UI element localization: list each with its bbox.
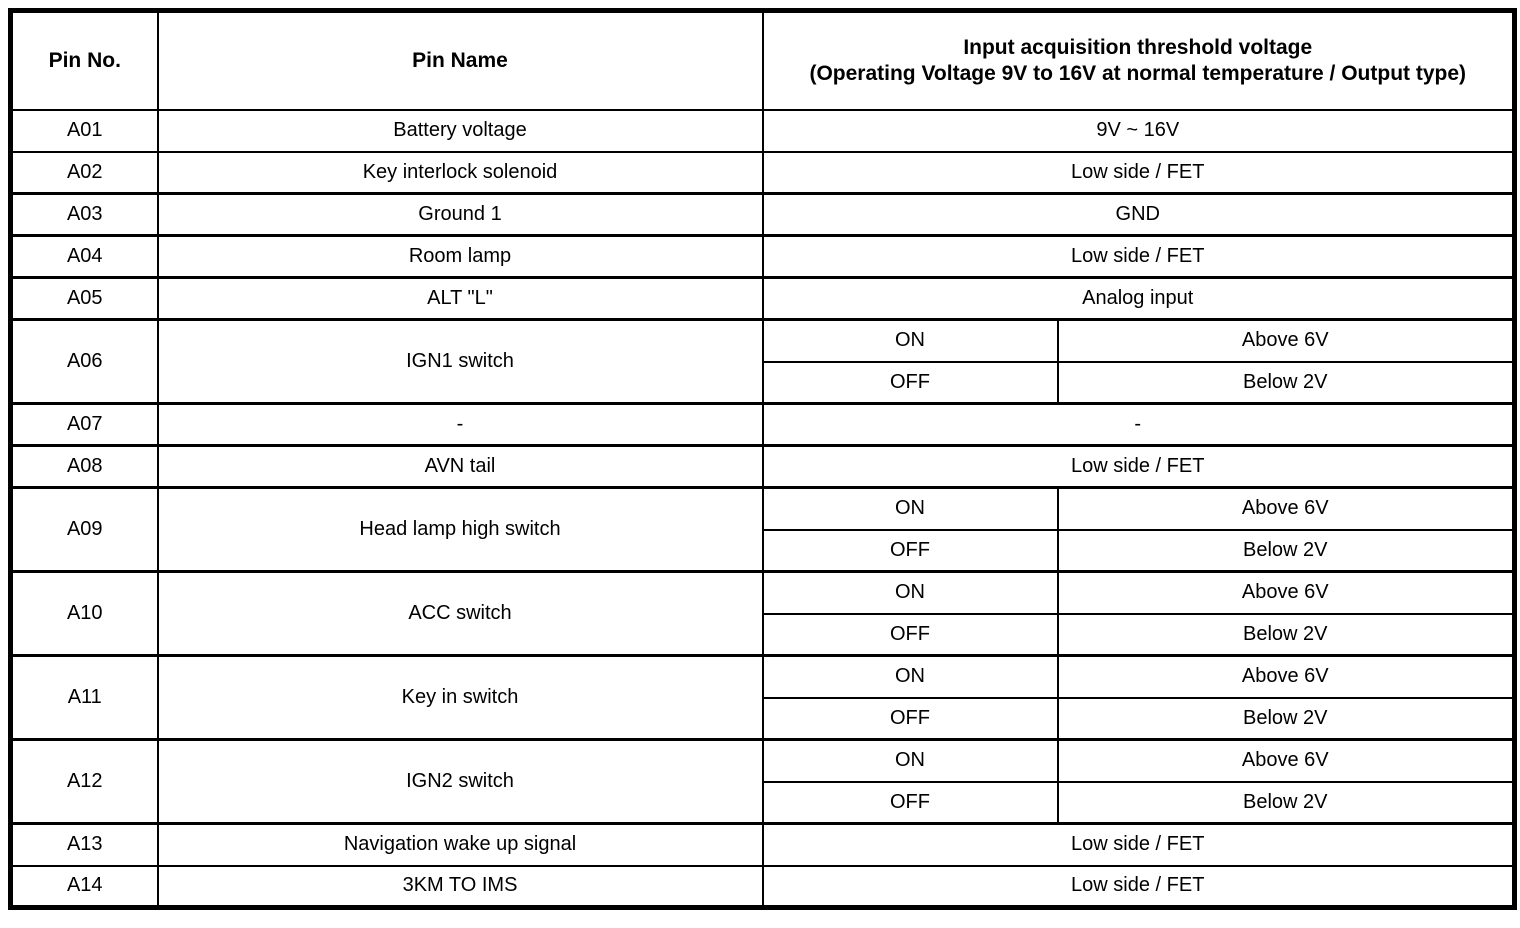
threshold-value-cell: Low side / FET <box>763 824 1515 866</box>
switch-value-cell: Below 2V <box>1058 530 1515 572</box>
switch-value-cell: Above 6V <box>1058 488 1515 530</box>
pin-name-cell: Battery voltage <box>158 110 763 152</box>
switch-value-cell: Below 2V <box>1058 362 1515 404</box>
pin-no-cell: A11 <box>11 656 158 740</box>
pin-no-cell: A13 <box>11 824 158 866</box>
pin-no-cell: A12 <box>11 740 158 824</box>
threshold-header-line2: (Operating Voltage 9V to 16V at normal temperature / Output type) <box>809 61 1467 85</box>
switch-state-cell: OFF <box>763 530 1058 572</box>
col-header-threshold <box>763 11 1515 110</box>
switch-value-cell: Below 2V <box>1058 698 1515 740</box>
pin-name-cell: Navigation wake up signal <box>158 824 763 866</box>
threshold-value-cell: Low side / FET <box>763 866 1515 908</box>
switch-value-cell: Above 6V <box>1058 656 1515 698</box>
switch-value-cell: Above 6V <box>1058 740 1515 782</box>
threshold-value-cell: Low side / FET <box>763 446 1515 488</box>
table-row <box>11 278 1515 320</box>
switch-value-cell: Below 2V <box>1058 782 1515 824</box>
pin-no-cell: A03 <box>11 194 158 236</box>
pin-name-cell: Room lamp <box>158 236 763 278</box>
switch-state-cell: ON <box>763 488 1058 530</box>
pin-name-cell: Key interlock solenoid <box>158 152 763 194</box>
pin-no-cell: A14 <box>11 866 158 908</box>
switch-state-cell: OFF <box>763 698 1058 740</box>
pin-no-cell: A10 <box>11 572 158 656</box>
threshold-value-cell: Low side / FET <box>763 236 1515 278</box>
header-row <box>11 11 1515 110</box>
switch-state-cell: ON <box>763 656 1058 698</box>
col-header-pin-name: Pin Name <box>158 11 763 110</box>
switch-state-cell: OFF <box>763 782 1058 824</box>
pin-name-cell: IGN1 switch <box>158 320 763 404</box>
table-row <box>11 236 1515 278</box>
switch-state-cell: ON <box>763 740 1058 782</box>
table-row <box>11 740 1515 782</box>
table-row <box>11 446 1515 488</box>
switch-state-cell: ON <box>763 572 1058 614</box>
table-row <box>11 194 1515 236</box>
pin-no-cell: A04 <box>11 236 158 278</box>
table-row <box>11 404 1515 446</box>
pin-name-cell: ALT "L" <box>158 278 763 320</box>
threshold-value-cell: Analog input <box>763 278 1515 320</box>
pin-no-cell: A05 <box>11 278 158 320</box>
switch-value-cell: Below 2V <box>1058 614 1515 656</box>
pin-name-cell: AVN tail <box>158 446 763 488</box>
pin-no-cell: A02 <box>11 152 158 194</box>
pin-no-cell: A08 <box>11 446 158 488</box>
table-row <box>11 656 1515 698</box>
threshold-value-cell: 9V ~ 16V <box>763 110 1515 152</box>
pin-name-cell: Head lamp high switch <box>158 488 763 572</box>
threshold-value-cell: - <box>763 404 1515 446</box>
table-row <box>11 152 1515 194</box>
switch-state-cell: ON <box>763 320 1058 362</box>
threshold-header-line1: Input acquisition threshold voltage <box>963 35 1313 59</box>
table-row <box>11 320 1515 362</box>
threshold-value-cell: Low side / FET <box>763 152 1515 194</box>
pin-name-cell: ACC switch <box>158 572 763 656</box>
switch-state-cell: OFF <box>763 362 1058 404</box>
table-row <box>11 824 1515 866</box>
pin-no-cell: A06 <box>11 320 158 404</box>
table-row <box>11 110 1515 152</box>
switch-value-cell: Above 6V <box>1058 320 1515 362</box>
table-row <box>11 572 1515 614</box>
table-row <box>11 488 1515 530</box>
switch-value-cell: Above 6V <box>1058 572 1515 614</box>
pin-name-cell: IGN2 switch <box>158 740 763 824</box>
pin-name-cell: Ground 1 <box>158 194 763 236</box>
pin-no-cell: A01 <box>11 110 158 152</box>
pin-no-cell: A07 <box>11 404 158 446</box>
threshold-value-cell: GND <box>763 194 1515 236</box>
pin-name-cell: - <box>158 404 763 446</box>
switch-state-cell: OFF <box>763 614 1058 656</box>
pin-no-cell: A09 <box>11 488 158 572</box>
pin-name-cell: Key in switch <box>158 656 763 740</box>
pin-name-cell: 3KM TO IMS <box>158 866 763 908</box>
col-header-pin-no: Pin No. <box>11 11 158 110</box>
table-row <box>11 866 1515 908</box>
pin-assignment-table <box>8 8 1517 910</box>
